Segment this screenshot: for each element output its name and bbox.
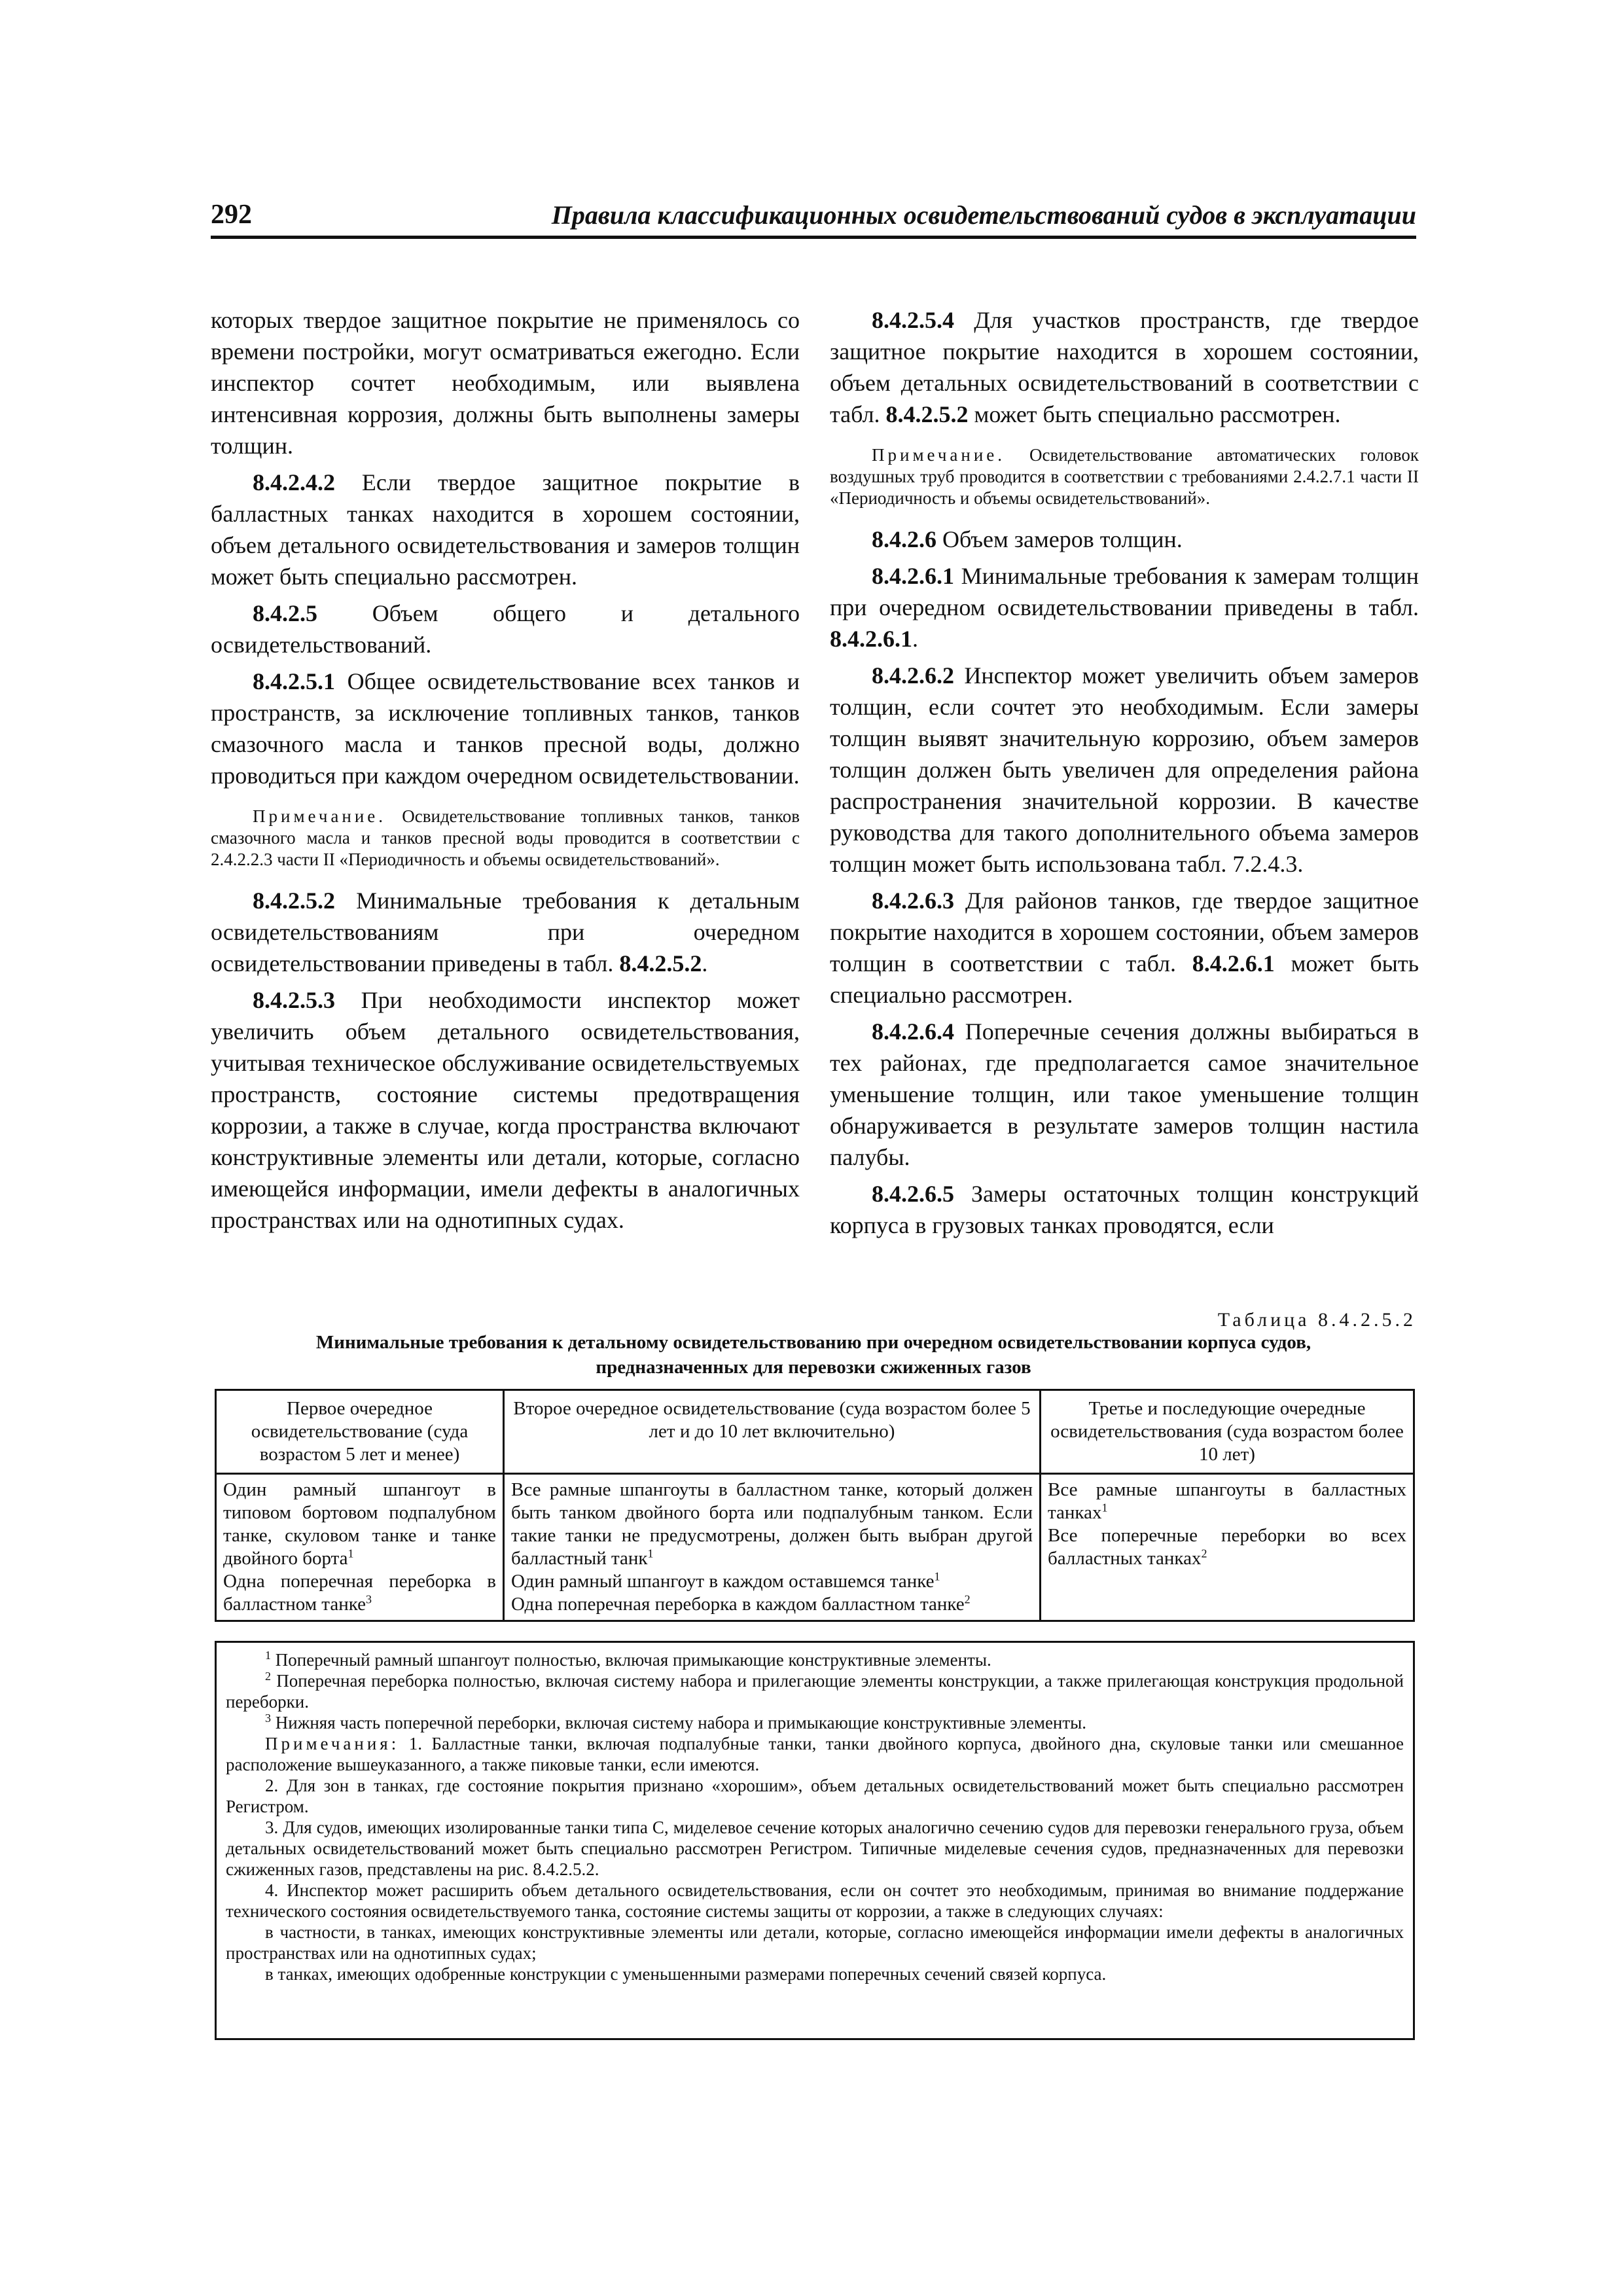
table-note: 2. Для зон в танках, где состояние покрытия признано «хорошим», объем детальных освидетельствований может быть специально рассмотрен Регистром. (226, 1776, 1404, 1816)
section-number: 8.4.2.6.5 (872, 1181, 954, 1207)
note-label: Примечание. (253, 806, 387, 826)
paragraph: 8.4.2.6 Объем замеров толщин. (872, 526, 1183, 552)
section-number: 8.4.2.6.3 (872, 888, 954, 914)
table-header-row (216, 1390, 1414, 1474)
section-number: 8.4.2.6 (872, 526, 936, 552)
table-header-cell: Второе очередное освидетельствование (суда возрастом более 5 лет и до 10 лет включительно) (504, 1390, 1041, 1474)
paragraph: 8.4.2.6.1 Минимальные требования к замерам толщин при очередном освидетельствовании приведены в табл. 8.4.2.6.1. (830, 563, 1419, 652)
footnote: $^3$ Нижняя часть поперечной переборки, включая систему набора и примыкающие конструктивные элементы. (265, 1712, 1087, 1732)
paragraph: 8.4.2.4.2 Если твердое защитное покрытие в балластных танках находится в хорошем состоянии, объем детального освидетельствования и замеров толщин может быть специально рассмотрен. (211, 469, 800, 590)
table-cell: Все рамные шпангоуты в балластных танках$^1$ Все поперечные переборки во всех балластных танках$^2$ (1041, 1474, 1414, 1621)
paragraph: 8.4.2.5.2 Минимальные требования к детальным освидетельствованиям при очередном освидетельствовании приведены в табл. 8.4.2.5.2. (211, 888, 800, 977)
paragraph: 8.4.2.6.5 Замеры остаточных толщин конструкций корпуса в грузовых танках проводятся, если (830, 1181, 1419, 1238)
paragraph: 8.4.2.6.3 Для районов танков, где твердое защитное покрытие находится в хорошем состоянии, объем замеров толщин в соответствии с табл. 8.4.2.6.1 может быть специально рассмотрен. (830, 888, 1419, 1008)
footnote: $^2$ Поперечная переборка полностью, включая систему набора и прилегающие элементы конструкции, а также прилегающая конструкция продольной переборки. (226, 1670, 1404, 1712)
note: Примечание. Освидетельствование топливных танков, танков смазочного масла и танков пресной воды проводится в соответствии с 2.4.2.2.3 части II «Периодичность и объемы освидетельствований». (211, 806, 800, 869)
table-reference: 8.4.2.6.1 (1192, 950, 1275, 977)
section-number: 8.4.2.5.4 (872, 307, 954, 333)
table-cell: Один рамный шпангоут в типовом бортовом подпалубном танке, скуловом танке и танке двойного борта$^1$ Одна поперечная переборка в балластном танке$^3$ (216, 1474, 504, 1621)
paragraph: 8.4.2.5.1 Общее освидетельствование всех танков и пространств, за исключение топливных танков, танков смазочного масла и танков пресной воды, должно проводиться при каждом очередном освидетельствовании. (211, 668, 800, 789)
notes-label: Примечания: (265, 1734, 400, 1753)
section-number: 8.4.2.6.1 (872, 563, 954, 589)
right-column (830, 304, 1419, 1241)
note-label: Примечание. (872, 445, 1006, 465)
section-number: 8.4.2.5.2 (253, 888, 335, 914)
section-number: 8.4.2.5 (253, 600, 317, 626)
paragraph: которых твердое защитное покрытие не применялось со времени постройки, могут осматриваться ежегодно. Если инспектор сочтет необходимым, или выявлена интенсивная коррозия, должны быть выполнены замеры толщин. (211, 307, 800, 459)
table-reference: 8.4.2.5.2 (619, 950, 702, 977)
section-number: 8.4.2.5.1 (253, 668, 335, 694)
footnote: $^1$ Поперечный рамный шпангоут полностью, включая примыкающие конструктивные элементы. (265, 1649, 991, 1670)
section-number: 8.4.2.6.4 (872, 1018, 954, 1045)
table-note: в танках, имеющих одобренные конструкции с уменьшенными размерами поперечных сечений связей корпуса. (265, 1964, 1107, 1984)
page-number: 292 (211, 200, 252, 230)
table-caption: Таблица 8.4.2.5.2 (1217, 1309, 1416, 1331)
table-header-cell: Первое очередное освидетельствование (суда возрастом 5 лет и менее) (216, 1390, 504, 1474)
paragraph: 8.4.2.6.2 Инспектор может увеличить объем замеров толщин, если сочтет это необходимым. Если замеры толщин выявят значительную коррозию, объем замеров толщин должен быть увеличен для определения района распространения значительной коррозии. В качестве руководства для такого дополнительного объема замеров толщин может быть использована табл. 7.2.4.3. (830, 662, 1419, 877)
table-reference: 8.4.2.6.1 (830, 626, 912, 652)
table-note: 4. Инспектор может расширить объем детального освидетельствования, если он сочтет это необходимым, принимая во внимание поддержание технического состояния освидетельствуемого танка, состояние системы защиты от коррозии, а также в следующих случаях: (226, 1880, 1404, 1921)
table-note: 3. Для судов, имеющих изолированные танки типа С, миделевое сечение которых аналогично сечению судов для перевозки генерального груза, объем детальных освидетельствований может быть специально рассмотрен Регистром. Типичные миделевые сечения судов, предназначенных для перевозки сжиженных газов, представлены на рис. 8.4.2.5.2. (226, 1818, 1404, 1879)
note: Примечание. Освидетельствование автоматических головок воздушных труб проводится в соответствии с требованиями 2.4.2.7.1 части II «Периодичность и объемы освидетельствований». (830, 445, 1419, 508)
running-header (211, 196, 1416, 239)
table-footnotes (215, 1641, 1415, 2040)
table-note: Примечания: 1. Балластные танки, включая подпалубные танки, танки двойного корпуса, двойного дна, скуловые танки или смешанное расположение вышеуказанного, а также пиковые танки, если имеются. (226, 1734, 1404, 1774)
section-number: 8.4.2.5.3 (253, 987, 335, 1013)
left-column (211, 304, 800, 1236)
table-title: Минимальные требования к детальному освидетельствованию при очередном освидетельствовании корпуса судов, предназначенных для перевозки сжиженных газов (315, 1332, 1311, 1378)
paragraph: 8.4.2.6.4 Поперечные сечения должны выбираться в тех районах, где предполагается самое значительное уменьшение толщин, или такое уменьшение толщин обнаруживается в результате замеров толщин настила палубы. (830, 1018, 1419, 1170)
table-note: в частности, в танках, имеющих конструктивные элементы или детали, которые, согласно имеющейся информации имели дефекты в аналогичных пространствах или на однотипных судах; (226, 1922, 1404, 1963)
requirements-table (215, 1389, 1415, 1622)
section-number: 8.4.2.4.2 (253, 469, 335, 495)
table-header-cell: Третье и последующие очередные освидетельствования (суда возрастом более 10 лет) (1041, 1390, 1414, 1474)
table-reference: 8.4.2.5.2 (885, 401, 969, 427)
paragraph: 8.4.2.5.3 При необходимости инспектор может увеличить объем детального освидетельствования, учитывая техническое обслуживание освидетельствуемых пространств, состояние системы предотвращения коррозии, а также в случае, когда пространства включают конструктивные элементы или детали, которые, согласно имеющейся информации, имели дефекты в аналогичных пространствах или на однотипных судах. (211, 987, 800, 1233)
running-title: Правила классификационных освидетельствований судов в эксплуатации (551, 200, 1416, 230)
paragraph: 8.4.2.5 Объем общего и детального освидетельствований. (211, 600, 800, 658)
table-row (216, 1474, 1414, 1621)
table-cell: Все рамные шпангоуты в балластном танке, который должен быть танком двойного борта или подпалубным танком. Если такие танки не предусмотрены, должен быть выбран другой балластный танк$^1$ Один рамный шпангоут в каждом оставшемся танке$^1$ Одна поперечная переборка в каждом балластном танке$^2$ (504, 1474, 1041, 1621)
paragraph: 8.4.2.5.4 Для участков пространств, где твердое защитное покрытие находится в хорошем состоянии, объем детальных освидетельствований в соответствии с табл. 8.4.2.5.2 может быть специально рассмотрен. (830, 307, 1419, 427)
section-number: 8.4.2.6.2 (872, 662, 954, 689)
